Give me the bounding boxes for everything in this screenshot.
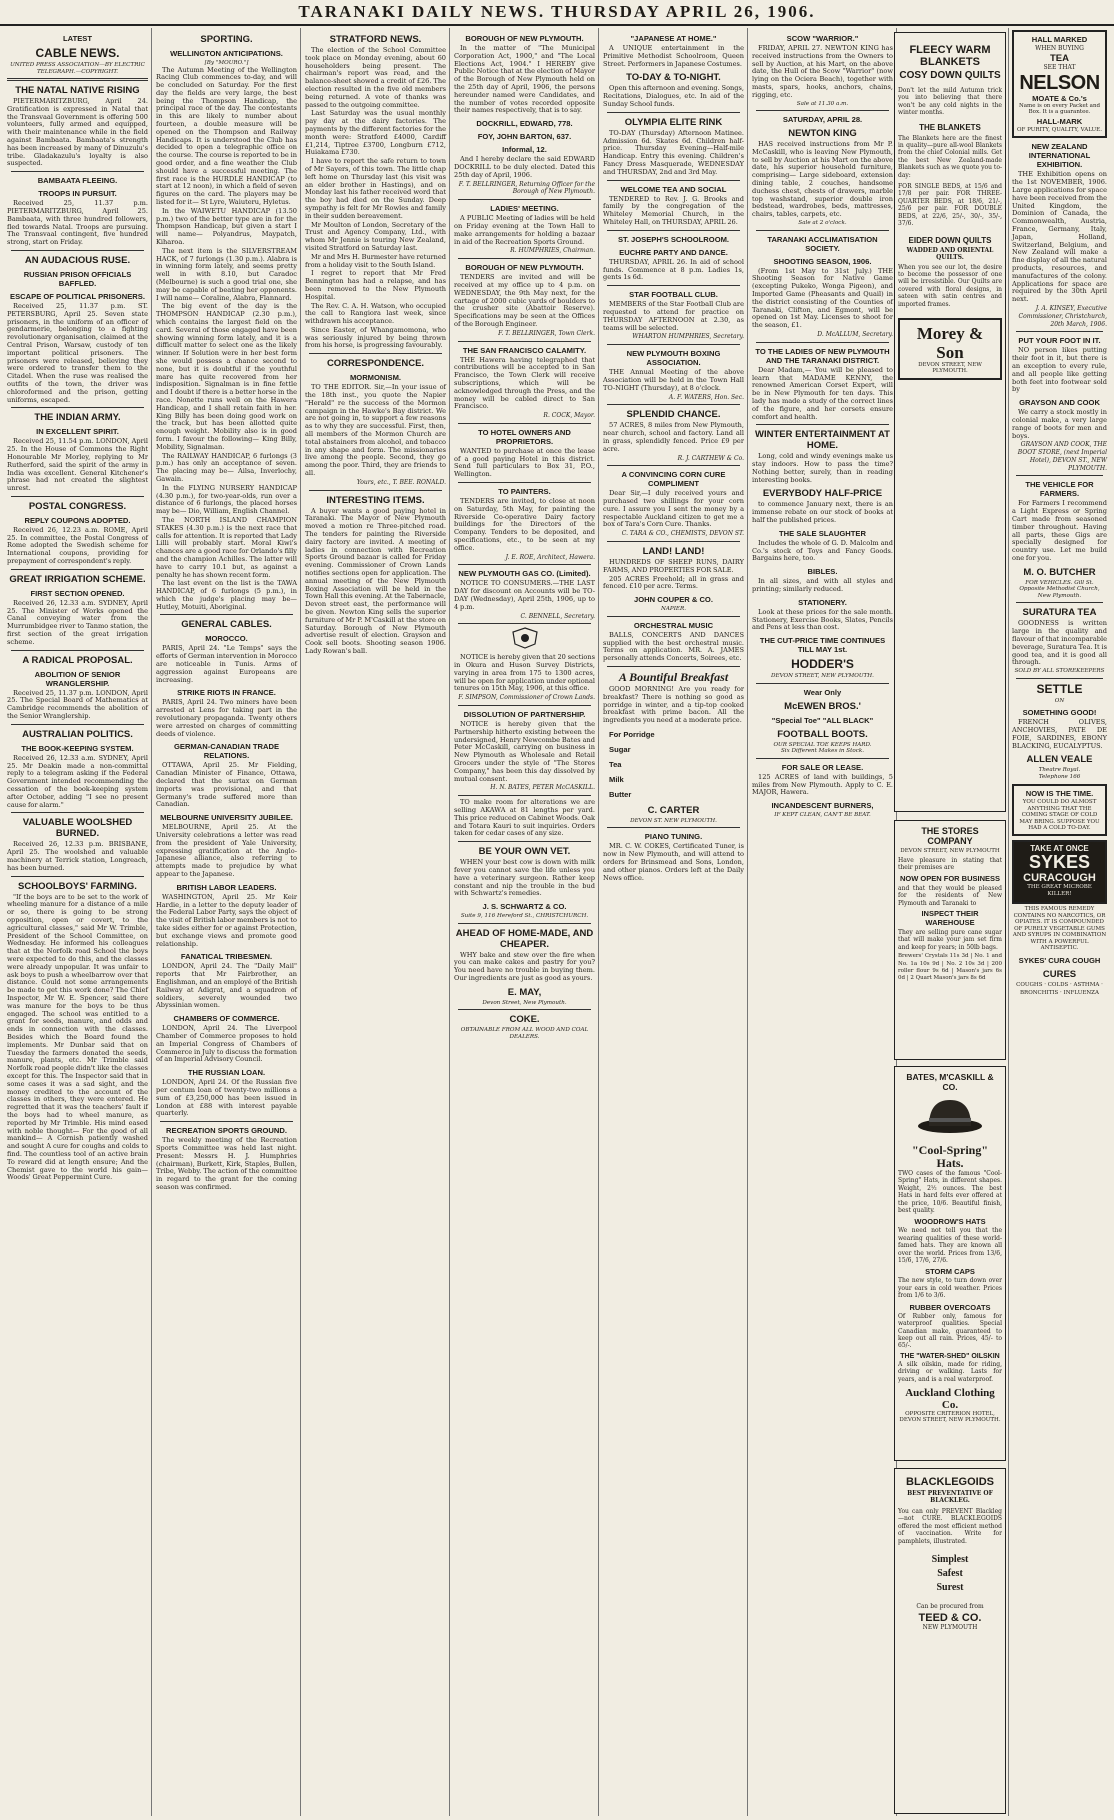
ad-text: Long, cold and windy evenings make us stay indoors. How to pass the time? Nothing better, surely, than in reading interesting books. (752, 452, 893, 484)
ad-label: TEA (1050, 52, 1069, 64)
headline: THE VEHICLE FOR FARMERS. (1025, 480, 1094, 499)
product-label: Butter (609, 789, 632, 799)
ad-subtitle: COSY DOWN QUILTS (899, 70, 1001, 81)
headline: FIRST SECTION OPENED. (30, 588, 125, 598)
ad-subtitle: BEST PREVENTATIVE OF BLACKLEG. (907, 1490, 993, 1504)
headline: WELLINGTON ANTICIPATIONS. (170, 49, 283, 58)
ad-subheading: WADDED AND ORIENTAL QUILTS. (906, 246, 994, 261)
headline: "Special Toe" "ALL BLACK" (771, 715, 874, 725)
headline: STATIONERY. (798, 597, 847, 607)
headline: LAND! LAND! (642, 546, 705, 558)
ad-text: We carry a stock mostly in colonial make, a very large range of boots for men and boys. (1012, 408, 1107, 440)
stores-company-ad (894, 820, 1006, 1060)
notice-text: NOTICE is hereby given that 20 sections in Okura and Huson Survey Districts, varying in area from 175 to 1300 acres, will be open for application under optional tenures on 15th May, 1906, at this office. (454, 653, 595, 693)
headline: OLYMPIA ELITE RINK (624, 116, 723, 128)
ad-text: 57 ACRES, 8 miles from New Plymouth, near church, school and factory. Land all in grass, splendidly fenced. Price £9 per acre. (603, 421, 744, 453)
address: DEVON STREET, NEW PLYMOUTH. (771, 673, 874, 680)
signature: J. E. ROE, Architect, Hawera. (505, 553, 595, 561)
article-text: Since Easter, of Whangamomona, who was seriously injured by being thrown from his horse, is progressing favourably. (305, 325, 446, 350)
notice-text: THE Hawera having telegraphed that contributions will be accepted to in San Francisco, the Town Clerk will receive subscriptions, which will be acknowledged through the Press, and the money will be cabled direct to San Francisco. (454, 355, 595, 411)
ad-text: Have pleasure in stating that their premises are (898, 857, 1002, 872)
ad-text: FRIDAY, APRIL 27. NEWTON KING has received instructions from the Owners to sell by Auction, at his Mart, on the above date, the Hull of the Scow "Warrior" (now lying on the Ociera Beach), together with masts, spars, hooks, anchors, chains, rigging, etc. (752, 44, 893, 99)
ad-text: MR. C. W. COKES, Certificated Tuner, is now in New Plymouth, and will attend to orders for Brinsmead and Sons, London, and other pianos. Orders left at the Daily News office. (603, 842, 744, 882)
ad-text: FOR SINGLE BEDS, at 15/6 and 17/8 per pair. FOR THREE-QUARTER BEDS, at 18/6, 21/-, 25/6 per pair. FOR DOUBLE BEDS, at 22/6, 25/-, 30/-, 35/-, 37/6. (898, 183, 1002, 228)
product-label: Sugar (609, 744, 631, 754)
ad-text: Sale at 11.30 a.m. (796, 100, 849, 107)
auckland-clothing-name: Auckland Clothing Co. (905, 1386, 995, 1411)
headline: THE CUT-PRICE TIME CONTINUES TILL MAY 1st. (759, 636, 886, 655)
notice-text: NOTICE is hereby given that the Partnership hitherto existing between the undersigned, Henry Newcombe Bates and Peter McCaskill, carrying on business in New Plymouth as Wholesale and Retail Grocers under the style of "The Stores Company," has been this day dissolved by mutual consent. (454, 720, 595, 783)
ad-title: FLEECY WARM BLANKETS (909, 44, 991, 68)
ad-text: IF KEPT CLEAN, CAN'T BE BEAT. (774, 812, 871, 819)
signature: Yours, etc., T. BEE. RONALD. (356, 478, 446, 486)
ad-text: to commence January next, there is an immense rebate on our stock of books at half the published prices. (752, 500, 893, 525)
ad-text: You can only PREVENT Blackleg—not CURE. BLACKLEGOIDS offered the most efficient method of vaccination. Write for pamphlets, illustrated. (898, 1508, 1002, 1545)
candidate: FOY, JOHN BARTON, 637. (477, 132, 572, 142)
ad-text: OF PURITY, QUALITY, VALUE. (1017, 126, 1102, 133)
ad-label: TAKE AT ONCE (1030, 843, 1089, 853)
headline: INCANDESCENT BURNERS, (771, 801, 874, 811)
article-text: Mr and Mrs H. Burmester have returned from a holiday visit to the South Island. (305, 252, 446, 269)
article-text: The last event on the list is the TAWA HANDICAP, of 6 furlongs (5 p.m.), in which the judge's placing may be— Hutley, Motuiti, Aboriginal. (156, 579, 297, 611)
article-text: The Autumn Meeting of the Wellington Racing Club commences to-day, and will be concluded on Saturday. For the first day the fields are very large, the best being the Thompson Handicap, the principal race of the day. The contestants in this are likely to number about fourteen, a double measure will be opened on the Thompson and Railway Handicaps. It is understood the Club has decided to open a telegraphic office on the course. The course is reported to be in good order, and a fine weather the Club should have a successful meeting. The first race is the HURDLE HANDICAP (to start at 12 noon), in which a field of seven figures on the card. The players may be listed for it— St Lyre, Waiuteru, Hyletus. (156, 65, 297, 207)
ad-text: Open this afternoon and evening. Songs, Recitations, Dialogues, etc. In aid of the Sunday School funds. (603, 84, 744, 108)
column-sporting (153, 28, 301, 1816)
ad-label: Safest (937, 1568, 963, 1580)
signature: R. COCK, Mayor. (543, 412, 595, 420)
headline: SURATURA TEA (1022, 607, 1097, 619)
ad-title: BLACKLEGOIDS (906, 1476, 994, 1488)
masthead: TARANAKI DAILY NEWS. THURSDAY APRIL 26, 1906. (0, 0, 1114, 26)
article-text: Received 25, 11.37 p.m. LONDON, April 25. The Special Board of Mathematics at Cambridge recommends the abolition of the Senior Wranglership. (7, 688, 148, 721)
article-text: The NORTH ISLAND CHAMPION STAKES (4.30 p.m.) is the next race that calls for attention. It is reported that Lady Lilli will probably start. Moral Kiwi's chances are a good race for Orlando's filly and the champion Achilles. The latter will have to carry 10.1 but, as against a penalty he has shown recent form. (156, 515, 297, 579)
cable-news-subtitle: UNITED PRESS ASSOCIATION—BY ELECTRIC TELEGRAPH.—COPYRIGHT. (10, 62, 145, 75)
article-text: I have to report the safe return to town of Mr Sayers, of this town. The little chap left home on Thursday last (his visit was an elder brother in Hastings), and on Monday last his father received word that the boy had died on the Sunday. Deep sympathy is felt for Mr Rowles and family in their sudden bereavement. (305, 157, 446, 220)
ad-heading: THE "WATER-SHED" OILSKIN (900, 1352, 1000, 1360)
headline: MORMONISM. (349, 373, 402, 383)
headline: McEWEN BROS.' (784, 700, 861, 712)
headline: CURES (1042, 968, 1077, 980)
morey-son-logo (898, 318, 1002, 380)
headline: BRITISH LABOR LEADERS. (176, 882, 277, 892)
headline: A RADICAL PROPOSAL. (22, 654, 133, 666)
notice-text: NOTICE TO CONSUMERS.—THE LAST DAY for discount on Accounts will be TO-DAY (Wednesday), April 25th, 1906, up to 4 p.m. (454, 579, 595, 611)
signature: WHARTON HUMPHRIES, Secretary. (632, 333, 744, 341)
article-text: Received 25, 11.37 p.m. PIETERMARITZBURG, April 25. Bambaata, with three hundred followers, fled towards Natal. Troops are pursuing. The Transvaal contingent, five hundred strong, start on Friday. (7, 199, 148, 247)
article-text: In the FLYING NURSERY HANDICAP (4.30 p.m.), for two-year-olds, run over a distance of 6 furlongs, the placed horses may be— Dio, William, English Channel. (156, 483, 297, 516)
ad-text: We need not tell you that the wearing qualities of these world-famed hats. They are known all over the world. Prices from 13/6, 15/6, 17/6, 27/6. (898, 1227, 1002, 1265)
headline: STRATFORD NEWS. (329, 34, 422, 45)
ad-heading: THE BLANKETS (919, 122, 981, 132)
headline: SCHOOLBOYS' FARMING. (18, 880, 137, 892)
headline: FOR SALE OR LEASE. (781, 762, 864, 772)
headline: SYKES' CURA COUGH (1018, 955, 1101, 965)
ad-text: COUGHS · COLDS · ASTHMA · BRONCHITIS · INFLUENZA (1016, 981, 1103, 996)
address: FOR VEHICLES. Gill St. Opposite Methodist Church, New Plymouth. (1019, 579, 1100, 599)
headline: M. O. BUTCHER (1023, 566, 1096, 578)
now-is-the-time-ad (1012, 784, 1107, 836)
ad-text: (From 1st May to 31st July.) THE Shooting Season for Native Game (excepting Pukeko, Wonga Pigeon), and Imported Game (Pheasants and Quail) in the district consisting of the Counties of Taranaki, Clifton, and Egmont, will be opened on 1st May. Licenses to shoot for the season, £1. (752, 266, 893, 330)
article-text: The RAILWAY HANDICAP, 6 furlongs (3 p.m.) has only an acceptance of seven. The placing may be— Ailsa, Inverlochy, Gawain. (156, 451, 297, 483)
headline: ORCHESTRAL MUSIC (633, 620, 714, 630)
headline: SPLENDID CHANCE. (626, 409, 721, 421)
ad-text: and that they would be pleased for the residents of New Plymouth and Taranaki to (898, 884, 1002, 907)
product-label: Tea (609, 759, 622, 769)
headline: AUSTRALIAN POLITICS. (22, 728, 133, 740)
headline: BAMBAATA FLEEING. (37, 176, 118, 186)
ad-label: HALL MARKED (1031, 35, 1088, 44)
ad-text: The Blankets here are the finest in quality—pure all-wool Blankets from the chief Colonial mills. Get the best New Zealand-made Blankets such as we quote you to-day: (898, 134, 1002, 179)
headline: SHOOTING SEASON, 1906. (773, 256, 872, 266)
ad-text: THE Annual Meeting of the above Association will be held in the Town Hall TO-NIGHT (Thursday), at 8 o'clock. (603, 368, 744, 392)
ad-text: Look at these prices for the sale month. Stationery, Exercise Books, Slates, Pencils and Pens at less than cost. (752, 607, 893, 632)
headline: Wear Only (803, 687, 842, 697)
address: DEVON STREET, NEW PLYMOUTH (900, 848, 1000, 854)
headline: DISSOLUTION OF PARTNERSHIP. (463, 710, 586, 720)
notice-text: TENDERS are invited and will be received at my office up to 4 p.m. on WEDNESDAY, the 9th May next, for the cartage of 2000 cubic yards of boulders to the crusher site (Abattoir Reserve). Specifications may be seen at the Offices of the Borough Engineer. (454, 273, 595, 328)
byline: [By "MOURO."] (204, 60, 249, 66)
article-text: In the WAIWETU HANDICAP (13.50 p.m.) two of the better type are in for the Thompson Handicap, but given a start I will name— Polyandrus, Maypatch, Kiharoa. (156, 206, 297, 247)
headline: ALLEN VEALE (1026, 754, 1093, 766)
headline: A CONVINCING CORN CURE COMPLIMENT (621, 470, 726, 489)
ad-text: HUNDREDS OF SHEEP RUNS, DAIRY FARMS, AND PROPERTIES FOR SALE. (603, 558, 744, 574)
signature: D. McALLUM, Secretary. (817, 330, 893, 338)
headline: MOROCCO. (205, 634, 248, 644)
headline: GERMAN-CANADIAN TRADE RELATIONS. (173, 742, 280, 761)
headline: BIBLES. (807, 567, 838, 577)
headline: "JAPANESE AT HOME." (630, 34, 717, 43)
ad-text: A UNIQUE entertainment in the Primitive Methodist Schoolroom, Queen Street. Performers in Japanese Costumes. (603, 44, 744, 68)
column-auctions (749, 28, 897, 1816)
article-text: PIETERMARITZBURG, April 24. Gratification is expressed in Natal that the Transvaal Government is offering 500 volunteers, fully armed and equipped, with their maintenance while in the field against Bambaata. Bambaata's strength has been increased by many of Dinuzulu's tribe. Gladakazulu's loyalty is also suspected. (7, 97, 148, 168)
ad-label: HALL-MARK (1036, 116, 1083, 126)
headline: SCOW "WARRIOR." (786, 34, 859, 43)
notice-text: And I hereby declare the said EDWARD DOCKRILL to be duly elected. Dated this 25th day of April, 1906. (454, 155, 595, 179)
ad-text: Six Different Makes in Stock. (780, 748, 865, 755)
headline: ABOLITION OF SENIOR WRANGLERSHIP. (34, 669, 121, 688)
headline: POSTAL CONGRESS. (28, 500, 127, 512)
headline: FOOTBALL BOOTS. (777, 728, 868, 740)
blacklegoids-ad (894, 1468, 1006, 1814)
ad-text: NO person likes putting their foot in it, but there is an exception to every rule, and all people like getting both feet into footwear sold by (1012, 346, 1107, 394)
headline: THE SALE SLAUGHTER (779, 528, 866, 538)
candidate: DOCKRILL, EDWARD, 778. (476, 119, 573, 129)
notice-text: WHEN your best cow is down with milk fever you cannot save the life unless you have a veterinary surgeon. Rather keep constant and nip the trouble in the bud with Schwartz's remedies. (454, 858, 595, 898)
ad-text: A silk oilskin, made for riding, driving or walking. Lasts for years, and is a real waterproof. (898, 1360, 1002, 1383)
headline: TO THE LADIES OF NEW PLYMOUTH AND THE TARANAKI DISTRICT. (755, 346, 890, 365)
headline: SETTLE (1036, 681, 1083, 696)
headline: SATURDAY, APRIL 28. (782, 115, 863, 125)
headline: J. S. SCHWARTZ & CO. (482, 902, 567, 912)
headline: TROOPS IN PURSUIT. (38, 189, 117, 199)
article-text: The next item is the SILVERSTREAM HACK, of 7 furlongs (1.30 p.m.). Alabra is in winning form lately, and seems pretty well in with 8.10, but Caradoc (Melbourne) is such a good trial one, she may be capable of beating her opponents. I will name— Coraline, Alabra, Flannard. (156, 246, 297, 302)
morey-son-name: Morey & Son (916, 323, 984, 362)
headline: VALUABLE WOOLSHED BURNED. (22, 817, 133, 840)
signature: R. J. CARTHEW & Co. (677, 454, 744, 462)
ad-text: THURSDAY, APRIL 26. In aid of school funds. Commence at 8 p.m. Ladies 1s, gents 1s 6d. (603, 257, 744, 282)
headline: PUT YOUR FOOT IN IT. (1018, 336, 1101, 346)
article-text: LONDON, April 24. Of the Russian five per centum loan of twenty-two millions a sum of £3,250,000 has been issued in London at £88 with interest payable quarterly. (156, 1078, 297, 1118)
headline: GRAYSON AND COOK (1019, 398, 1100, 408)
article-text: Received 26, 12.33 a.m. SYDNEY, April 25. Mr Deakin made a non-committal reply to a telegram asking if the Federal Government intended recommending the cessation of the book-keeping system after October, adding "I see no present cause for alarm." (7, 753, 148, 809)
ad-text: 125 ACRES of land with buildings, 5 miles from New Plymouth. Apply to C. E. MAJOR, Hawera. (752, 772, 893, 797)
crest-icon (454, 627, 595, 652)
headline: THE SAN FRANCISCO CALAMITY. (462, 345, 587, 355)
ad-label: THE GREAT MICROBE KILLER! (1027, 883, 1092, 898)
article-text: Received 26, 12.33 p.m. BRISBANE, April 25. The woolshed and valuable machinery at Terrick station, Longreach, has been burned. (7, 840, 148, 872)
headline: ST. JOSEPH'S SCHOOLROOM. (617, 234, 730, 244)
headline: HODDER'S (791, 657, 854, 672)
headline: PIANO TUNING. (644, 832, 703, 842)
ad-text: FRENCH OLIVES, ANCHOVIES, PATE DE FOIE, SARDINES, EBONY BLACKING, EUCALYPTUS. (1012, 718, 1107, 750)
nelson-tea-ad (1012, 30, 1107, 138)
article-text: The Rev. C. A. H. Watson, who occupied the call to Rangiora last week, since withdrawn his acceptance. (305, 301, 446, 326)
ad-label: MOATE & Co.'s (1032, 93, 1087, 103)
article-text: "If the boys are to be set to the work of wheeling manure for a distance of a mile or so, there is going to be strong opposition, open or covert, to the agricultural classes," said Mr W. Trimble, President of the School Committee, on Wednesday. He informed his colleagues that at the Norfolk road School the boys were expected to do this, and the classes were already unpopular. It was unfair to ask boys to push a wheelbarrow over that distance. Could not some arrangements be made to get this work done? The Chief Inspector, Mr W. E. Spencer, said there was manure for the boys to be thus engaged. The school was entitled to a grant for seeds, manure, and odds and ends in connection with the classes. Besides which the Board found the implements. Mr Dunbar said that on Tuesday the farmers donated the seeds, manure, plants, etc. Mr Trimble said Norfolk road people didn't like the classes except for this. The Inspector said that in some cases it was a sad sight, and the money credited to the account of the classes in others, they were entered. He regretted that it was the teachers' fault if the boys had to wheel manure, as reported by Mr Trimble. His mind eased with noble thought— For the good of all mankind— A Cornish patiently washed and sought A cure for coughs and colds to find. The countless tool of an active brain To reward did at length ensure; And the Chemist gave to the world his gain— Woods' Great Peppermint Cure. (7, 892, 148, 1182)
ad-text: Telephone 166 (1038, 773, 1081, 780)
ad-text: Don't let the mild Autumn trick you into believing that there won't be any cold nights in the winter months. (898, 87, 1002, 117)
signature: F. T. BELLRINGER, Town Clerk. (498, 329, 595, 337)
sykes-brand: SYKES (1028, 851, 1091, 872)
ad-text: TO-DAY (Thursday) Afternoon Matinee. Admission 6d. Skates 6d. Children half-price. Thursday Evening—Half-mile Handicap. Entry this evening. Children's Fancy Dress Masquerade, WEDNESDAY and THURSDAY, 2nd and 3rd May. (603, 128, 744, 176)
headline: THE NATAL NATIVE RISING (15, 85, 140, 96)
headline: REPLY COUPONS ADOPTED. (24, 515, 131, 525)
ad-text: GOOD MORNING! Are you ready for breakfast? There is nothing so good as porridge in winter, and a tip-top cooked breakfast with prime bacon. All the ingredients you need at a moderate price. (603, 684, 744, 725)
ad-text: OUR SPECIAL TOE KEEPS HARD. (773, 741, 872, 748)
headline: NEWTON KING (788, 128, 857, 140)
article-text: A buyer wants a good paying hotel in Taranaki. The Mayor of New Plymouth moved a motion re Three-pitched road. The tenders for painting the Riverside dairy factory are invited. A meeting of ladies in connection with Recreation Sports Ground bazaar is called for Friday evening. Commissioner of Crown Lands notifies sections open for application. The annual meeting of the New Plymouth Boxing Association will be held in the Town Hall this evening. At the Tabernacle, Devon street east, the performance will be given. Newton King sells the superior furniture of Mr P. M'Caskill at the store on Saturday. Borough of New Plymouth advertise result of election. Grayson and Cook sell boots. Shooting season 1906. Lady Rowan's ball. (305, 506, 446, 655)
address: DEVON ST. NEW PLYMOUTH. (630, 817, 717, 824)
ad-label: SEE THAT (1043, 63, 1076, 71)
headline: BOROUGH OF NEW PLYMOUTH. (465, 263, 584, 273)
headline: C. CARTER (647, 804, 700, 816)
notice-text: TENDERS are invited, to close at noon on Saturday, 5th May, for painting the Riverside Co-operative Dairy factory buildings for the Directors of the Company. Tenders to be deposited, and specifications, etc., to be seen at my office. (454, 497, 595, 552)
headline: FANATICAL TRIBESMEN. (180, 952, 273, 962)
headline: STAR FOOTBALL CLUB. (629, 290, 718, 300)
ad-text: 205 ACRES Freehold; all in grass and fenced. £10 per acre. Terms. (603, 574, 744, 591)
ad-heading: INSPECT THEIR WAREHOUSE (921, 909, 979, 928)
article-text: PARIS, April 24. "Le Temps" says the efforts of German intervention in Morocco are noticeable in Tunis. Arms of aggression against Europeans are increasing. (156, 644, 297, 684)
candidate: Informal, 12. (502, 145, 547, 155)
ad-text: Sale at 2 o'clock. (798, 220, 847, 227)
signature: C. BENNELL, Secretary. (520, 612, 595, 620)
headline: EVERYBODY HALF-PRICE (762, 488, 883, 500)
ad-text: For Farmers I recommend a Light Express or Spring Cart made from seasoned timber throughout. Having all parts, these Gigs are specially designed for country use. Let me build one for you. (1012, 499, 1107, 563)
headline: RUSSIAN PRISON OFFICIALS BAFFLED. (23, 269, 132, 288)
notice-text: TO make room for alterations we are selling AKAWA at 81 lengths per yard. This price reduced on Cabinet Woods. Oak and Totara Kauri to suit inquiries. Orders taken for cedar cases of any size. (454, 798, 595, 838)
headline: TARANAKI ACCLIMATISATION SOCIETY. (767, 234, 878, 253)
headline: THE BOOK-KEEPING SYSTEM. (21, 743, 134, 753)
headline: TO PAINTERS. (498, 487, 551, 497)
headline: INTERESTING ITEMS. (326, 494, 425, 506)
headline: NEW ZEALAND INTERNATIONAL EXHIBITION. (1028, 142, 1091, 170)
column-borough-notices (451, 28, 599, 1816)
ad-heading: "Cool-Spring" Hats. (911, 1143, 988, 1170)
address: Devon Street, New Plymouth. (482, 999, 567, 1006)
headline: NOW IS THE TIME. (1025, 789, 1094, 799)
column-right-ads (1008, 28, 1110, 1816)
product-label: For Porridge (609, 729, 655, 739)
ad-text: THE Exhibition opens on the 1st NOVEMBER, 1906. Large applications for space have been received from the United Kingdom, the Dominion of Canada, the Commonwealth, Austria, France, Germany, Italy, Japan, Holland, Switzerland, Belgium, and New Zealand will make a fine display of all the natural products, resources, and manufactures of the colony. Applications for space are required by the 30th April next. (1012, 170, 1107, 304)
signature: J. A. KINSEY, Executive Commissioner, Christchurch, 20th March, 1906. (1018, 304, 1107, 328)
headline: BE YOUR OWN VET. (478, 846, 571, 858)
column-cable-news (4, 28, 152, 1816)
article-text: Mr Moulton of London, Secretary of the Trust and Agency Company, Ltd., with whom Mr Jennie is touring New Zealand, visited Stratford on Saturday last. (305, 220, 446, 252)
ad-text: Dear Madam,— You will be pleased to learn that MADAME KENNY, the renowned American Corset Expert, will be in New Plymouth for ten days. This lady has made a study of the correct lines of the figure, and her corsets ensure comfort and health. (752, 365, 893, 421)
ad-text: SOLD BY ALL STOREKEEPERS (1014, 668, 1105, 675)
ad-text: MEMBERS of the Star Football Club are requested to attend for practice on THURSDAY AFTERNOON at 2.30, as teams will be selected. (603, 300, 744, 332)
ad-text: TWO cases of the famous "Cool-Spring" Hats, in different shapes. Weight, 2½ ounces. The best Hats in hard felts ever offered at the price, 10/6. Beautiful finish, best quality. (898, 1170, 1002, 1215)
signature: C. TARA & CO., CHEMISTS, DEVON ST. (621, 530, 744, 538)
ad-text: Includes the whole of G. D. Malcolm and Co.'s stock of Toys and Fancy Goods. Bargains here, too. (752, 538, 893, 563)
ad-text: TENDERED to Rev. J. G. Brooks and family by the congregation of the Whiteley Memorial Church, in the Whiteley Hall, on THURSDAY, APRIL 26. (603, 194, 744, 226)
headline: NEW PLYMOUTH GAS CO. (Limited). (458, 569, 591, 579)
headline: SOMETHING GOOD! (1022, 708, 1097, 718)
ad-heading: RUBBER OVERCOATS (909, 1302, 991, 1312)
headline: COKE. (509, 1014, 540, 1026)
cable-news-title: CABLE NEWS. (35, 46, 120, 60)
ad-label: Surest (936, 1582, 964, 1594)
ad-label: Simplest (931, 1554, 969, 1566)
headline: WINTER ENTERTAINMENT AT HOME. (755, 429, 890, 452)
article-text: I regret to report that Mr Fred Bennington has had a relapse, and has been removed to the New Plymouth Hospital. (305, 269, 446, 301)
headline: TO HOTEL OWNERS AND PROPRIETORS. (478, 427, 571, 446)
signature: H. N. BATES, PETER McCASKILL. (490, 784, 595, 792)
ad-text: Can be procured from (916, 1603, 984, 1611)
signature: F. T. BELLRINGER, Returning Officer for the Borough of New Plymouth. (458, 180, 595, 196)
article-text: TO THE EDITOR. Sir,—In your issue of the 18th inst., you quote the Napier "Herald" re the success of the Mormon campaign in the Hawke's Bay district. We are not going in, to support a few reasons as to why they are successful. First, then, all members of the Mormon Church are total abstainers from alcohol, and tobacco in any shape and form. The missionaries live among the people. Second, they go among the poor. Third, they are friends to all. (305, 383, 446, 478)
headline: MELBOURNE UNIVERSITY JUBILEE. (160, 813, 293, 823)
headline: WELCOME TEA AND SOCIAL (620, 184, 727, 194)
blankets-ad (894, 32, 1006, 812)
headline: STRIKE RIOTS IN FRANCE. (177, 688, 276, 698)
notice-text: WHY bake and stew over the fire when you can make cakes and pastry for you? You need have no trouble in buying them. Our ingredients are just as good as yours. (454, 950, 595, 983)
ad-label: WHEN BUYING (1035, 45, 1084, 52)
article-text: PARIS, April 24. Two miners have been arrested at Lens for taking part in the revolutionary propaganda. Twenty others were arrested on charges of committing deeds of violence. (156, 698, 297, 738)
article-text: LONDON, April 24. The Liverpool Chamber of Commerce proposes to hold an Imperial Congress of Chambers of Commerce in July to discuss the formation of an Imperial Advisory Council. (156, 1024, 297, 1064)
headline: NEW PLYMOUTH BOXING ASSOCIATION. (626, 349, 721, 368)
headline: GREAT IRRIGATION SCHEME. (9, 573, 146, 585)
teed-co-name: TEED & CO. (918, 1612, 982, 1625)
ad-text: Of Rubber only, famous for waterproof qualities. Special Canadian make, guaranteed to keep out all rain. Prices, 45/- to 65/-. (898, 1312, 1002, 1350)
article-text: The election of the School Committee took place on Monday evening, about 60 householders being present. The chairman's report was read, and the balance-sheet showed a credit of £26. The election resulted in the five old members being returned. A vote of thanks was passed to the outgoing committee. (305, 46, 446, 109)
notice-text: A PUBLIC Meeting of ladies will be held on Friday evening at the Town Hall to make arrangements for holding a bazaar in aid of the Recreation Sports Ground. (454, 214, 595, 246)
signature: F. SIMPSON, Commissioner of Crown Lands. (458, 694, 595, 702)
ad-title: BATES, M'CASKILL & CO. (906, 1072, 994, 1092)
nelson-brand: NELSON (1019, 71, 1100, 94)
ad-heading: WOODROW'S HATS (914, 1217, 986, 1227)
article-text: Received 26, 12.23 a.m. ROME, April 25. In committee, the Postal Congress of Rome adopted the Swedish scheme for International coupons, providing for prepayment of correspondent's reply. (7, 525, 148, 566)
headline: ESCAPE OF POLITICAL PRISONERS. (10, 291, 145, 301)
address: Theatre Royal. (1038, 767, 1081, 774)
headline: IN EXCELLENT SPIRIT. (36, 427, 119, 437)
ad-text: GOODNESS is written large in the quality and flavour of that incomparable beverage, Suratura Tea. It is good tea, and it is good all through. (1012, 619, 1107, 667)
ad-text: THIS FAMOUS REMEDY CONTAINS NO NARCOTICS, OR OPIATES. IT IS COMPOUNDED OF PURELY VEGETABLE GUMS AND SYRUPS IN COMBINATION WITH A POWERFUL ANTISEPTIC. (1012, 906, 1107, 952)
address: DEVON STREET, NEW PLYMOUTH. (918, 361, 982, 374)
headline: TO-DAY & TO-NIGHT. (626, 72, 721, 84)
headline: CHAMBERS OF COMMERCE. (173, 1014, 280, 1024)
notice-text: WANTED to purchase at once the lease of a good paying Hotel in this district. Send full particulars to Box 31, P.O., Wellington. (454, 446, 595, 479)
headline: E. MAY, (507, 986, 542, 998)
price-list: Brewers' Crystals 11s 3d | No. 1 and No. 1a 10s 9d | No. 2 10s 3d | 200 roller flour 9s 6d | Mason's jars 6s 0d | 2 Quart Mason's jars 8s 6d (898, 953, 1002, 982)
ad-text: HAS received instructions from Mr P. McCaskill, who is leaving New Plymouth, to sell by Auction at his Mart on the above date, his superior household furniture, comprising— Large sideboard, extension dining table, 2 couches, handsome duchess chest, chests of drawers, marble top washstand, superior double iron bedstead, wardrobes, beds, mattresses, chairs, tables, carpets, etc. (752, 140, 893, 219)
latest-label: LATEST (63, 34, 92, 43)
headline: EUCHRE PARTY AND DANCE. (619, 247, 728, 257)
notice-text: OBTAINABLE FROM ALL WOOD AND COAL DEALERS. (460, 1027, 589, 1040)
ad-text: ON (1054, 697, 1065, 704)
article-text: Received 25, 11.37 p.m. ST. PETERSBURG, April 25. Seven state prisoners, in the uniform of an officer of gendarmerie, belonging to a fighting revolutionary organisation, claimed at the Central Prison, Warsaw, custody of ten important political prisoners. The prisoners were released, believing they were ordered to transfer them to the Citadel. When the ruse was realised the outfits of the town, the driver was chloroformed and the prison, getting uniforms, escaped. (7, 301, 148, 404)
ad-text: Dear Sir,—I duly received yours and purchased two shillings for your corn cure. I assure you I sent the money by a respectable Auckland citizen to get me a box of Tara's Corn Cure. Thanks. (603, 489, 744, 529)
ad-label: CURACOUGH (1023, 871, 1096, 884)
address: Suite 9, 116 Hereford St., CHRISTCHURCH. (460, 913, 589, 920)
ad-text: They are selling pure cane sugar that will make your jam set firm and keep for years; in 50lb bags. (898, 929, 1002, 951)
headline: LADIES' MEETING. (490, 204, 559, 214)
article-text: Received 25, 11.54 p.m. LONDON, April 25. In the House of Commons the Right Honourable Mr Morley, replying to Mr Rutherford, said the spirit of the army in India was excellent. General Kitchener's phrase had not created the slightest unrest. (7, 437, 148, 493)
bates-mccaskill-ad (894, 1066, 1006, 1461)
ad-heading: STORM CAPS (925, 1267, 975, 1277)
headline: CORRESPONDENCE. (326, 358, 425, 370)
article-text: WASHINGTON, April 25. Mr Keir Hardie, in a letter to the deputy leader of the Federal Labor Party, says the object of the visit of British labor members is not to take sides either for or against Protection, but exchange views and promote good relationship. (156, 892, 297, 948)
ad-text: The new style, to turn down over your ears in cold weather. Prices from 1/6 to 3/6. (898, 1277, 1002, 1300)
headline: THE RUSSIAN LOAN. (187, 1068, 266, 1078)
ad-text: In all sizes, and with all styles and printing; similarly reduced. (752, 577, 893, 594)
address: NAPIER. (661, 606, 686, 613)
article-text: Last Saturday was the usual monthly pay day at the dairy factories. The payments by the different factories for the month were: Stratford £4000, Cardiff £1,214, Tiptree £3700, Longburn £712, Huiakama £730. (305, 109, 446, 157)
product-label: Milk (609, 774, 624, 784)
headline: GENERAL CABLES. (181, 619, 272, 631)
hat-icon (898, 1096, 1002, 1140)
ad-text: When you see our lot, the desire to become the possessor of one will be irresistible. Our Quilts are covered with floral designs, in sateen with satin centres and imported frames. (898, 263, 1002, 308)
ad-text: Name is on every Packet and Box. It is a guarantee. (1018, 102, 1101, 116)
ad-text: YOU COULD DO ALMOST ANYTHING THAT THE COMING STAGE OF COLD MAY BRING. SUPPOSE YOU HAD A COLD TO-DAY. (1019, 799, 1100, 832)
column-stratford (302, 28, 450, 1816)
ad-heading: NOW OPEN FOR BUSINESS (899, 873, 1000, 883)
ad-text: BALLS, CONCERTS AND DANCES supplied with the best orchestral music. Terms on application. MR. A. JAMES personally attends Concerts, Soirees, etc. (603, 630, 744, 663)
article-text: The weekly meeting of the Recreation Sports Committee was held last night. Present: Messrs H. J. Humphries (chairman), Burkett, Kirk, Staples, Bullen, Tribe, Webby. The action of the committee in regard to the grant for the coming season was confirmed. (156, 1136, 297, 1191)
address: NEW PLYMOUTH (922, 1624, 978, 1632)
headline: RECREATION SPORTS GROUND. (166, 1126, 287, 1136)
article-text: The big event of the day is the THOMPSON HANDICAP (2.30 p.m.), which contains the largest field on the card. Several of those engaged have been showing winning form lately, and it is a difficult matter to select one as the likely winner. If Solution were in her best form she would possess a chance second to none, but it is doubtful if the youthful mare has quite recovered from her indisposition. Signalman is in fine fettle and I doubt if there is a better horse in the race. Nonette runs well on the Hawera Handicap, and I shall retain faith in her. King Billy has been doing good work on the track, but has been allotted quite enough weight. Mobility also is in good form. I favour the following— King Billy, Mobility, Signalman. (156, 302, 297, 451)
article-text: MELBOURNE, April 25. At the University celebrations a letter was read from the president of Yale University, expressing gratification at the Anglo-Japanese alliance, also referring to attempts made to prejudice by what appear to the Japanese. (156, 823, 297, 879)
signature: R. HUMPHRIES, Chairman. (510, 247, 595, 255)
ad-heading: EIDER DOWN QUILTS (908, 235, 992, 245)
signature: A. F. WATERS, Hon. Sec. (668, 393, 744, 401)
sykes-curacough-ad (1012, 840, 1107, 904)
article-text: OTTAWA, April 25. Mr Fielding, Canadian Minister of Finance, Ottawa, declared that the surtax on German imports was provisional, and that Germany's trade suffered more than Canadian. (156, 761, 297, 809)
signature: GRAYSON AND COOK, THE BOOT STORE, (next Imperial Hotel), DEVON ST., NEW PLYMOUTH. (1017, 441, 1107, 472)
headline: AN AUDACIOUS RUSE. (24, 254, 131, 266)
ad-title: THE STORES COMPANY (921, 826, 979, 846)
headline: THE INDIAN ARMY. (34, 412, 121, 424)
column-entertainment (600, 28, 748, 1816)
article-text: Received 26, 12.33 a.m. SYDNEY, April 25. The Minister of Works opened the Canal conveying water from the Murrumbidgee river to Tanmo station, the first section of the great irrigation scheme. (7, 598, 148, 646)
headline: BOROUGH OF NEW PLYMOUTH. (465, 34, 584, 43)
article-text: LONDON, April 24. The "Daily Mail" reports that Mr Fairbrother, an Englishman, and an employé of the British Railway at Adigrat, and a squadron of soldiers, severely wounded two Abyssinian women. (156, 962, 297, 1010)
notice-text: In the matter of "The Municipal Corporation Act, 1900," and "The Local Elections Act, 1904." I HEREBY give Public Notice that at the election of Mayor of the Borough of New Plymouth held on the 25th day of April, 1906, the persons hereunder named were Candidates, and the number of votes recorded opposite their names respectively, that is to say. (454, 44, 595, 115)
headline: A Bountiful Breakfast (618, 669, 729, 684)
headline: AHEAD OF HOME-MADE, AND CHEAPER. (455, 927, 594, 950)
headline: SPORTING. (200, 34, 253, 45)
headline: JOHN COUPER & CO. (634, 595, 713, 605)
address: OPPOSITE CRITERION HOTEL, DEVON STREET, NEW PLYMOUTH. (899, 1410, 1001, 1423)
